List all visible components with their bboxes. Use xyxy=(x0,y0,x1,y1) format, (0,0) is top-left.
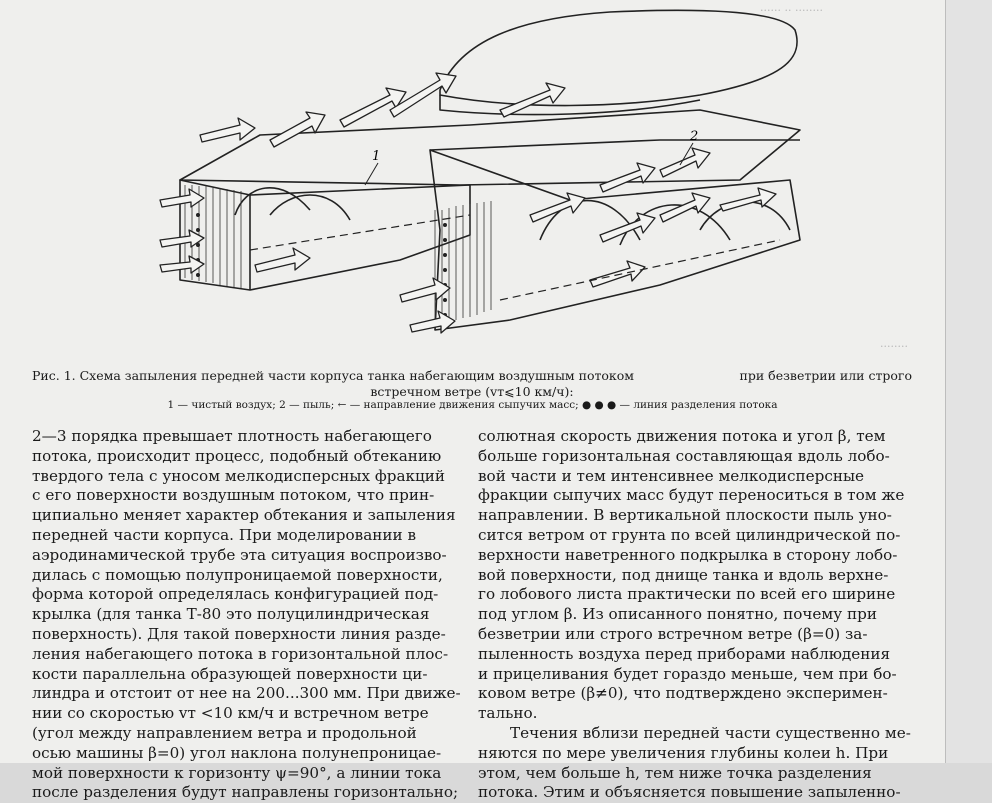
flow-arrow xyxy=(590,261,645,287)
bleed-through-text: ········ xyxy=(880,340,908,353)
text-line: безветрии или строго встречном ветре (β=0) за- xyxy=(478,624,868,643)
flow-arrow xyxy=(600,213,655,242)
text-line: нии со скоростью vт <10 км/ч и встречном ветре xyxy=(32,704,429,723)
caption-line2: встречном ветре (vт⩽10 км/ч): xyxy=(370,384,574,399)
text-line: вой поверхности, под днище танка и вдоль верхне- xyxy=(478,565,889,584)
text-line: крылка (для танка Т-80 это полуцилиндрическая xyxy=(32,605,430,624)
text-line: под углом β. Из описанного понятно, почему при xyxy=(478,605,877,624)
paragraph-start-line: Течения вблизи передней части существенно ме- xyxy=(510,723,911,742)
flow-arrow xyxy=(200,118,255,142)
left-text-column xyxy=(32,427,462,803)
figure-label-1: 1 xyxy=(372,149,381,164)
text-line: ления набегающего потока в горизонтальной плос- xyxy=(32,644,449,663)
text-line: и прицеливания будет гораздо меньше, чем при бо- xyxy=(478,664,897,683)
flow-arrow xyxy=(660,148,710,177)
text-line: вой части и тем интенсивнее мелкодисперсные xyxy=(478,466,865,485)
figure-label-2: 2 xyxy=(690,129,699,144)
text-line: мой поверхности к горизонту ψ=90°, а линии тока xyxy=(32,763,442,782)
text-line: после разделения будут направлены горизонтально; xyxy=(32,783,459,802)
flow-arrow xyxy=(500,83,565,117)
text-line: аэродинамической трубе эта ситуация воспроизво- xyxy=(32,545,447,564)
caption-line1-left: Рис. 1. Схема запыления передней части корпуса танка набегающим воздушным потоком xyxy=(32,368,634,383)
text-line: 2—3 порядка превышает плотность набегающего xyxy=(32,427,432,445)
flow-arrow xyxy=(255,248,310,272)
tank-hull-airflow-figure xyxy=(140,0,820,368)
text-line: потока. Этим и объясняется повышение запыленно- xyxy=(478,783,901,802)
text-line: го лобового листа практически по всей его ширине xyxy=(478,585,896,604)
text-line: дилась с помощью полупроницаемой поверхности, xyxy=(32,565,443,584)
text-line: потока, происходит процесс, подобный обтеканию xyxy=(32,446,442,465)
text-line: этом, чем больше h, тем ниже точка разделения xyxy=(478,763,872,782)
text-line: поверхность). Для такой поверхности линия разде- xyxy=(32,624,446,643)
text-line: пыленность воздуха перед приборами наблюдения xyxy=(478,644,891,663)
text-line: верхности наветренного подкрылка в сторону лобо- xyxy=(478,545,898,564)
scanner-margin xyxy=(945,0,992,763)
text-line: больше горизонтальная составляющая вдоль лобо- xyxy=(478,446,890,465)
figure-legend: 1 — чистый воздух; 2 — пыль; ← — направление движения сыпучих масс; ● ● ● — линия разделения потока xyxy=(167,399,778,411)
figure-caption xyxy=(32,368,912,400)
text-line: направлении. В вертикальной плоскости пыль уно- xyxy=(478,506,892,525)
text-line: осью машины β=0) угол наклона полунепроницае- xyxy=(32,743,442,762)
flow-arrow xyxy=(660,193,710,222)
flow-arrow xyxy=(530,193,585,222)
text-line: солютная скорость движения потока и угол β, тем xyxy=(478,427,886,445)
flow-arrow xyxy=(160,189,204,207)
left-front-block xyxy=(180,180,470,290)
flow-arrow xyxy=(410,311,455,333)
text-line: форма которой определялась конфигурацией под- xyxy=(32,585,439,604)
flow-arrow xyxy=(400,278,450,302)
text-line: с его поверхности воздушным потоком, что прин- xyxy=(32,486,435,505)
text-line: няются по мере увеличения глубины колеи h. При xyxy=(478,743,889,762)
text-line: ципиально меняет характер обтекания и запыления xyxy=(32,506,456,525)
turret-outline xyxy=(440,10,797,105)
text-line: тально. xyxy=(478,704,538,723)
text-line: ковом ветре (β≠0), что подтверждено эксперимен- xyxy=(478,684,888,703)
right-text-column xyxy=(478,427,911,803)
flow-arrow xyxy=(270,112,325,147)
caption-line1-right: при безветрии или строго xyxy=(739,368,912,383)
text-line: линдра и отстоит от нее на 200...300 мм. При движе- xyxy=(32,684,461,703)
text-line: фракции сыпучих масс будут переноситься в том же xyxy=(478,486,905,505)
text-line: кости параллельна образующей поверхности ци- xyxy=(32,664,428,683)
text-line: твердого тела с уносом мелкодисперсных фракций xyxy=(32,466,446,485)
flow-arrow xyxy=(600,163,655,192)
text-line: (угол между направлением ветра и продольной xyxy=(32,723,417,742)
text-line: передней части корпуса. При моделировании в xyxy=(32,525,417,544)
bleed-through-text: ······ ·· ········ xyxy=(760,4,823,17)
text-line: сится ветром от грунта по всей цилиндрической по- xyxy=(478,525,901,544)
